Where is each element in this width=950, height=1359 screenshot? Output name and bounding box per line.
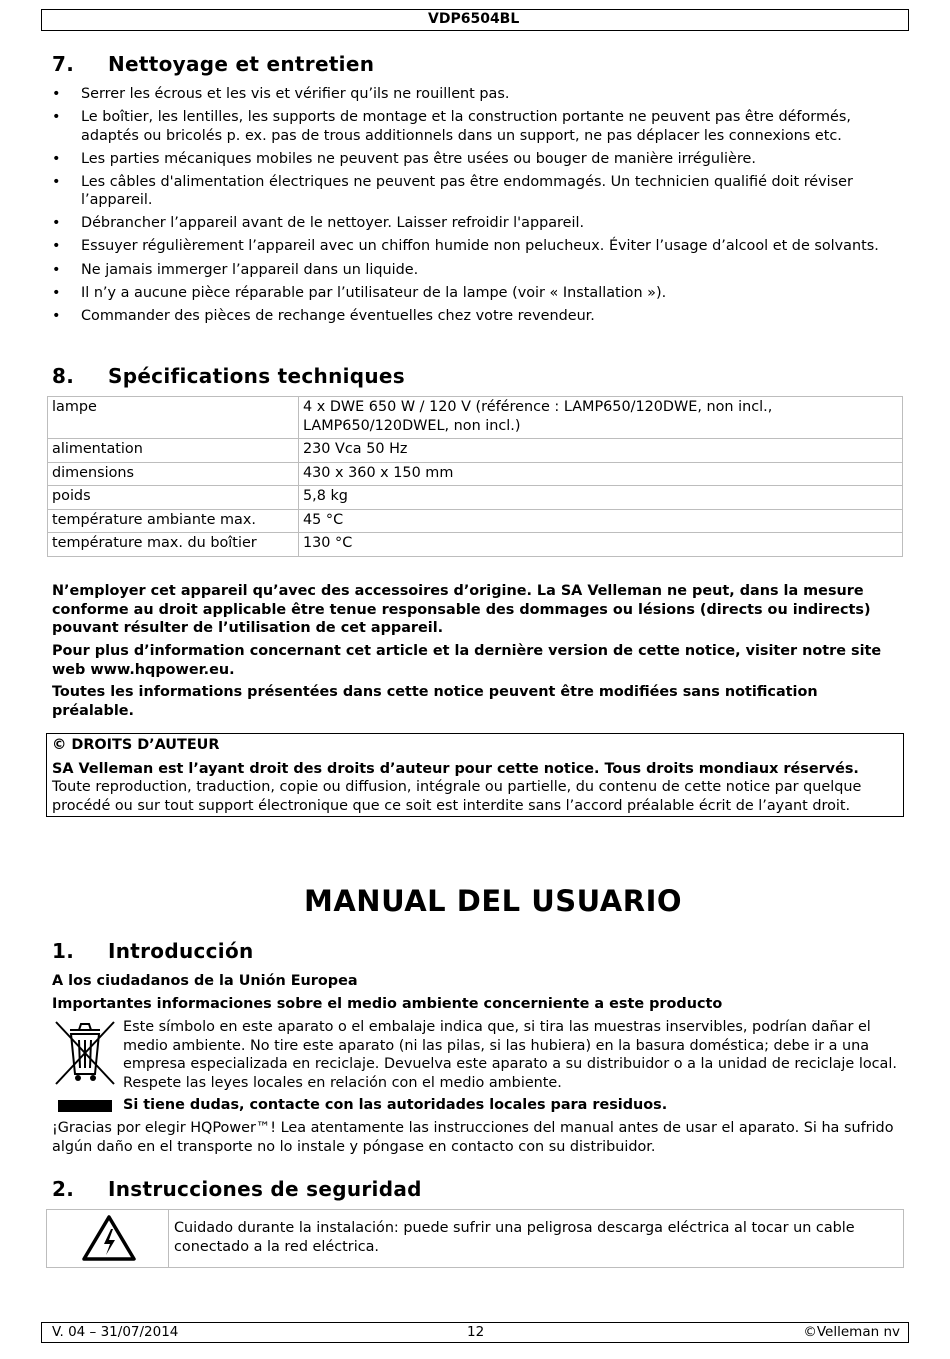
spec-key: température ambiante max. — [48, 509, 299, 533]
list-item: • Commander des pièces de rechange éventuelles chez votre revendeur. — [52, 307, 902, 326]
section-title: Introducción — [108, 939, 254, 963]
weee-crossed-bin-icon — [52, 1018, 118, 1088]
maintenance-list — [52, 85, 902, 330]
environment-subheading: Importantes informaciones sobre el medio ambiente concerniente a este producto — [52, 996, 723, 1012]
accessories-notice: N’employer cet appareil qu’avec des accessoires d’origine. La SA Velleman ne peut, dans la mesure conforme au droit applicable être tenue responsable des dommages ou lésions (directs ou indirects) pouvant résulter de l’utilisation de cet appareil. — [52, 583, 871, 636]
list-item: • Débrancher l’appareil avant de le nettoyer. Laisser refroidir l'appareil. — [52, 214, 902, 233]
section-number: 2. — [52, 1177, 75, 1201]
black-bar — [58, 1100, 112, 1112]
section-number: 1. — [52, 939, 75, 963]
spec-value: 430 x 360 x 150 mm — [299, 462, 903, 486]
spec-key: poids — [48, 486, 299, 510]
spec-key: alimentation — [48, 439, 299, 463]
list-item: • Il n’y a aucune pièce réparable par l’utilisateur de la lampe (voir « Installation »). — [52, 284, 902, 303]
table-row — [48, 533, 903, 557]
table-row — [48, 462, 903, 486]
spec-value: 230 Vca 50 Hz — [299, 439, 903, 463]
modification-notice: Toutes les informations présentées dans cette notice peuvent être modifiées sans notification préalable. — [52, 684, 818, 719]
section-title: Spécifications techniques — [108, 364, 406, 388]
section-8-heading — [52, 364, 405, 388]
spec-key: dimensions — [48, 462, 299, 486]
spec-value: 5,8 kg — [299, 486, 903, 510]
list-item: • Les parties mécaniques mobiles ne peuvent pas être usées ou bouger de manière irrégulière. — [52, 150, 902, 169]
safety-warning-table — [46, 1209, 904, 1268]
website-notice: Pour plus d’information concernant cet article et la dernière version de cette notice, visiter notre site web www.hqpower.eu. — [52, 643, 882, 678]
spec-value: 4 x DWE 650 W / 120 V (référence : LAMP650/120DWE, non incl., LAMP650/120DWEL, non incl.) — [299, 397, 903, 439]
table-row — [48, 486, 903, 510]
spec-value: 45 °C — [299, 509, 903, 533]
table-row — [48, 439, 903, 463]
table-row — [48, 397, 903, 439]
manual-title: MANUAL DEL USUARIO — [304, 884, 683, 918]
weee-text: Este símbolo en este aparato o el embalaje indica que, si tira las muestras inservibles, podrían dañar el medio ambiente. No tire este aparato (ni las pilas, si las hubiera) en la basura doméstica; debe ir a una empresa especializada en reciclaje. Devuelva este aparato a su distribuidor o a la unidad de reciclaje local. Respete las leyes locales en relación con el medio ambiente. — [123, 1019, 897, 1091]
list-item: • Le boîtier, les lentilles, les supports de montage et la construction portante ne peuvent pas être déformés, adaptés ou bricolés p. ex. pas de trous additionnels dans un support, ne pas déplacer les connexions etc. — [52, 108, 902, 145]
cell-divider — [168, 1210, 169, 1267]
warning-text: Cuidado durante la instalación: puede sufrir una peligrosa descarga eléctrica al tocar un cable conectado a la red eléctrica. — [174, 1220, 855, 1255]
section-1-heading — [52, 939, 254, 963]
model-number: VDP6504BL — [428, 11, 520, 27]
page-footer — [41, 1322, 909, 1343]
footer-copyright: ©Velleman nv — [803, 1324, 900, 1340]
list-item: • Serrer les écrous et les vis et vérifier qu’ils ne rouillent pas. — [52, 85, 902, 104]
thanks-text: ¡Gracias por elegir HQPower™! Lea atentamente las instrucciones del manual antes de usar el aparato. Si ha sufrido algún daño en el transporte no lo instale y póngase en contacto con su distribuidor. — [52, 1120, 894, 1155]
list-item: • Les câbles d'alimentation électriques ne peuvent pas être endommagés. Un technicien qualifié doit réviser l’appareil. — [52, 173, 902, 210]
page-number: 12 — [467, 1324, 485, 1340]
section-7-heading — [52, 52, 374, 76]
section-title: Nettoyage et entretien — [108, 52, 375, 76]
electric-shock-warning-icon — [81, 1213, 137, 1263]
spec-key: température max. du boîtier — [48, 533, 299, 557]
section-number: 8. — [52, 364, 75, 388]
spec-key: lampe — [48, 397, 299, 439]
page-header — [41, 9, 909, 31]
spec-value: 130 °C — [299, 533, 903, 557]
eu-citizens-subheading: A los ciudadanos de la Unión Europea — [52, 973, 358, 989]
footer-version: V. 04 – 31/07/2014 — [52, 1324, 179, 1340]
spec-table — [47, 396, 903, 557]
section-title: Instrucciones de seguridad — [108, 1177, 422, 1201]
doubts-text: Si tiene dudas, contacte con las autoridades locales para residuos. — [123, 1097, 668, 1113]
section-2-heading — [52, 1177, 422, 1201]
copyright-text: Toute reproduction, traduction, copie ou diffusion, intégrale ou partielle, du contenu de cette notice par quelque procédé ou sur tout support électronique que ce soit est interdite sans l’accord préalable écrit de l’ayant droit. — [52, 779, 862, 814]
section-number: 7. — [52, 52, 75, 76]
list-item: • Essuyer régulièrement l’appareil avec un chiffon humide non pelucheux. Éviter l’usage d’alcool et de solvants. — [52, 237, 902, 256]
copyright-box — [46, 733, 904, 817]
copyright-bold-line: SA Velleman est l’ayant droit des droits d’auteur pour cette notice. Tous droits mondiaux réservés. — [52, 760, 859, 777]
list-item: • Ne jamais immerger l’appareil dans un liquide. — [52, 261, 902, 280]
copyright-heading: © DROITS D’AUTEUR — [52, 737, 220, 753]
table-row — [48, 509, 903, 533]
